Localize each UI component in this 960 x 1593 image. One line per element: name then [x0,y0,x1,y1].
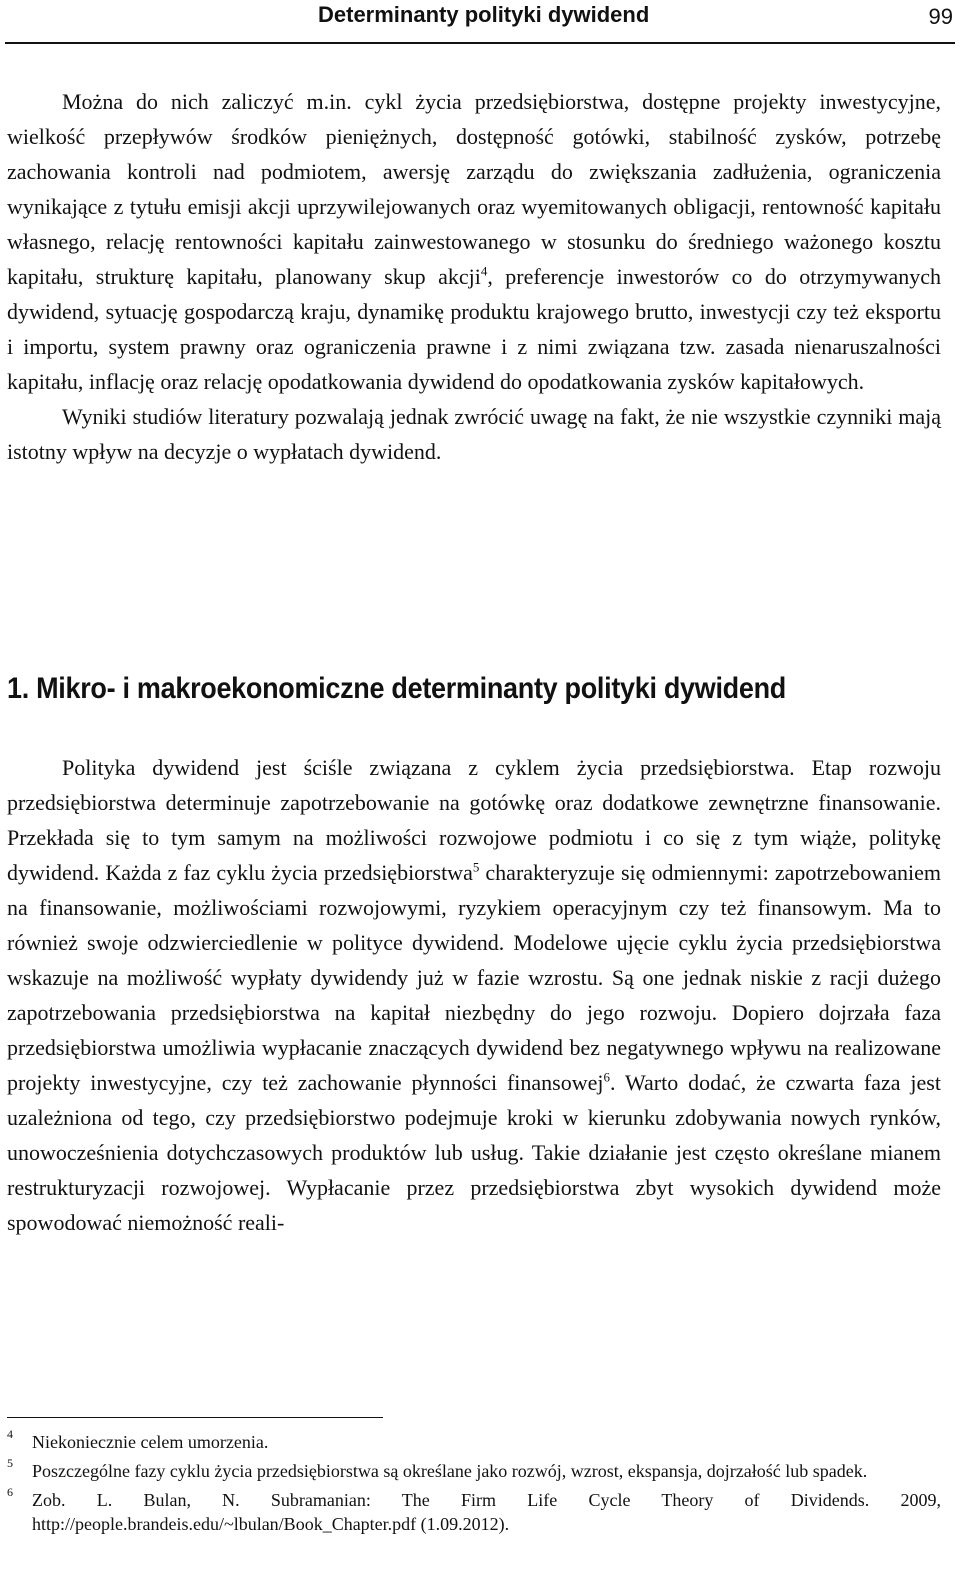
page-number: 99 [928,4,953,29]
footnote-number: 4 [7,1427,13,1441]
section-paragraph-part-1: Polityka dywidend jest ściśle związana z cyklem życia przedsiębiorstwa. Etap rozwoju przedsiębiorstwa determinuje zapotrzebowanie na gotówkę oraz dodatkowe zewnętrzne finansowanie. Przekłada się to tym samym na możliwości rozwojowe podmiotu i co się z tym wiąże, politykę dywidend. Każda z faz cyklu życia przedsiębiorstwa [7,755,941,885]
footnote-ref-4[interactable]: 4 [480,263,488,279]
footnote-separator [7,1417,383,1418]
section-heading: 1. Mikro- i makroekonomiczne determinanty polityki dywidend [7,672,786,705]
intro-paragraph-1-part-1: Można do nich zaliczyć m.in. cykl życia przedsiębiorstwa, dostępne projekty inwestycyjne, wielkość przepływów środków pieniężnych, dostępność gotówki, stabilność zysków, potrzebę zachowania kontroli nad podmiotem, awersję zarządu do zwiększania zadłużenia, ograniczenia wynikające z tytułu emisji akcji uprzywilejowanych oraz wyemitowanych obligacji, rentowność kapitału własnego, relację rentowności kapitału zainwestowanego w stosunku do średniego ważonego kosztu kapitału, strukturę kapitału, planowany skup akcji [7,89,941,289]
footnote-number: 6 [7,1485,13,1499]
section-body [7,750,941,1240]
intro-text [7,84,941,469]
footnote-ref-6[interactable]: 6 [603,1069,611,1085]
footnote-text: Niekoniecznie celem umorzenia. [32,1432,269,1452]
footnotes [7,1427,941,1541]
running-header [5,0,955,44]
footnote-text[interactable]: Zob. L. Bulan, N. Subramanian: The Firm Life Cycle Theory of Dividends. 2009, http://people.brandeis.edu/~lbulan/Book_Chapter.pdf (1.09.2012). [32,1490,941,1534]
section-paragraph-part-3: . Warto dodać, że czwarta faza jest uzależniona od tego, czy przedsiębiorstwo podejmuje kroki w kierunku zdobywania nowych rynków, unowocześnienia dotychczasowych produktów lub usług. Takie działanie jest często określane mianem restrukturyzacji rozwojowej. Wypłacanie przez przedsiębiorstwa zbyt wysokich dywidend może spowodować niemożność reali- [7,1070,941,1235]
footnote-5 [7,1456,941,1483]
section-paragraph-part-2: charakteryzuje się odmiennymi: zapotrzebowaniem na finansowanie, możliwościami rozwojowymi, ryzykiem operacyjnym czy też finansowym. Ma to również swoje odzwierciedlenie w polityce dywidend. Modelowe ujęcie cyklu życia przedsiębiorstwa wskazuje na możliwość wypłaty dywidendy już w fazie wzrostu. Są one jednak niskie z racji dużego zapotrzebowania przedsiębiorstwa na kapitał niezbędny do jego rozwoju. Dopiero dojrzała faza przedsiębiorstwa umożliwia wypłacanie znaczących dywidend bez negatywnego wpływu na realizowane projekty inwestycyjne, czy też zachowanie płynności finansowej [7,860,941,1095]
intro-paragraph-1-part-2: , preferencje inwestorów co do otrzymywanych dywidend, sytuację gospodarczą kraju, dynamikę produktu krajowego brutto, inwestycji czy też eksportu i importu, system prawny oraz ograniczenia prawne i z nimi związana tzw. zasada nienaruszalności kapitału, inflację oraz relację opodatkowania dywidend do opodatkowania zysków kapitałowych. [7,264,941,394]
footnote-text: Poszczególne fazy cyklu życia przedsiębiorstwa są określane jako rozwój, wzrost, ekspansja, dojrzałość lub spadek. [32,1461,868,1481]
footnote-ref-5[interactable]: 5 [472,859,480,875]
running-header-title: Determinanty polityki dywidend [318,2,650,27]
intro-paragraph-1 [7,84,941,399]
section-paragraph [7,750,941,1240]
footnote-number: 5 [7,1456,13,1470]
intro-paragraph-2: Wyniki studiów literatury pozwalają jednak zwrócić uwagę na fakt, że nie wszystkie czynniki mają istotny wpływ na decyzje o wypłatach dywidend. [7,404,941,464]
footnote-6 [7,1485,941,1536]
footnote-4 [7,1427,941,1454]
